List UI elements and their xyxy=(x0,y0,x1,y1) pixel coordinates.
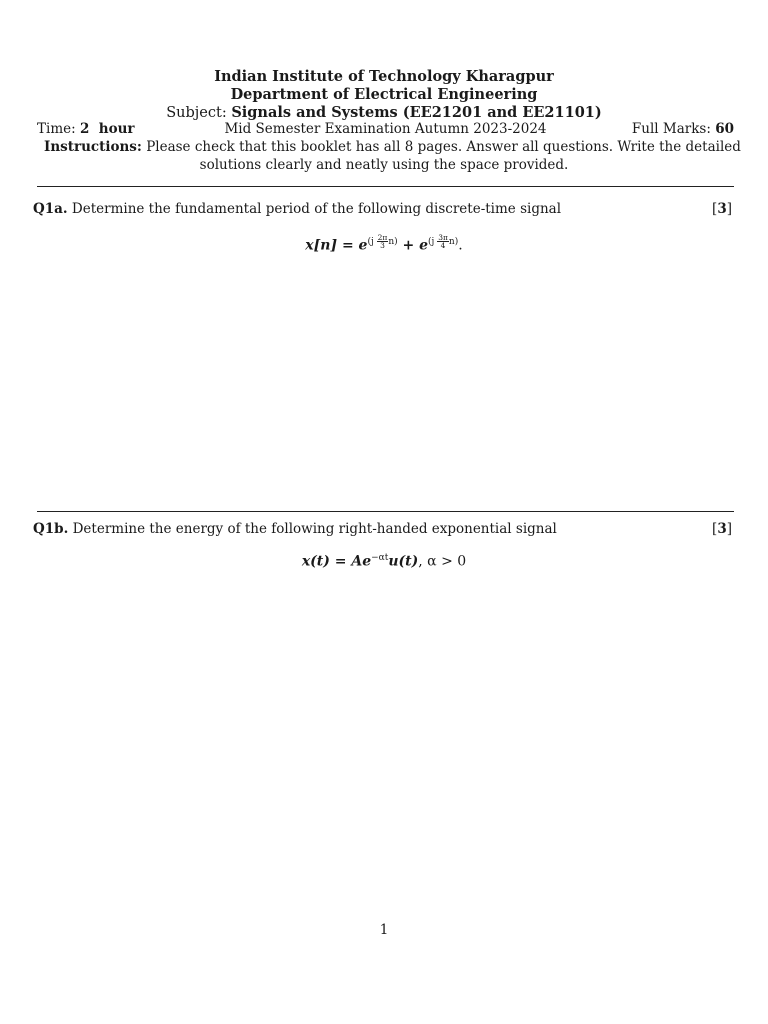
question-id: Q1b. xyxy=(33,521,69,537)
divider xyxy=(37,511,734,512)
equation-q1b: $x(t) = Ae^{-\alpha t}u(t)$, α > 0 xyxy=(301,553,467,570)
instructions-label: Instructions: xyxy=(44,139,142,155)
page-number: 1 xyxy=(379,922,389,938)
subject-label: Subject: xyxy=(166,105,227,121)
question-q1b xyxy=(33,521,557,537)
institute-name: Indian Institute of Technology Kharagpur xyxy=(214,68,554,85)
instructions-text-1: Please check that this booklet has all 8 pages. Answer all questions. Write the detailed xyxy=(146,139,741,155)
instructions-line-2: solutions clearly and neatly using the space provided. xyxy=(199,157,569,173)
question-marks: [3] xyxy=(712,201,732,217)
subject-line xyxy=(0,104,768,121)
marks-info xyxy=(632,121,734,137)
marks-label: Full Marks: xyxy=(631,121,711,137)
department-name: Department of Electrical Engineering xyxy=(230,86,538,103)
marks-value: 60 xyxy=(715,121,734,137)
question-text: Determine the energy of the following right-handed exponential signal xyxy=(72,521,557,537)
divider xyxy=(37,186,734,187)
subject-value: Signals and Systems (EE21201 and EE21101) xyxy=(231,104,602,121)
question-id: Q1a. xyxy=(33,201,68,217)
exam-title: Mid Semester Examination Autumn 2023-2024 xyxy=(224,121,547,137)
question-text: Determine the fundamental period of the following discrete-time signal xyxy=(71,201,562,217)
question-q1a xyxy=(33,201,561,217)
time-label: Time: xyxy=(37,121,76,137)
time-value: 2 hour xyxy=(79,121,135,137)
question-marks: [3] xyxy=(712,521,732,537)
instructions-line-1 xyxy=(44,139,741,155)
equation-q1a: $x[n] = e^{(j \frac{2\pi}{3} n)} + e^{(j \frac{3\pi}{4} n)}$. xyxy=(305,233,463,254)
